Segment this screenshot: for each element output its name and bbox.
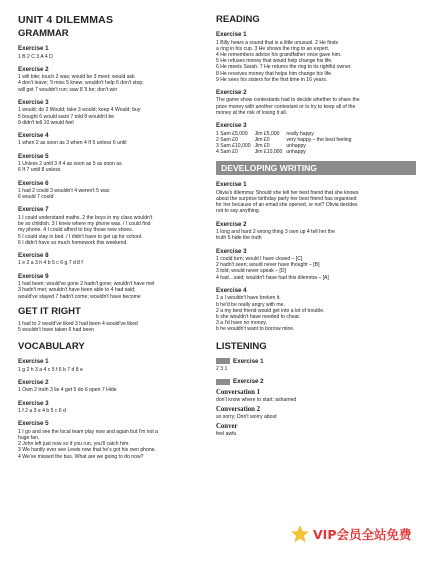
listening-exercise-1-answers [216, 366, 416, 372]
table-cell: Jim £5,000 [254, 130, 280, 137]
answer-line: will get 7 wouldn't run; saw 8 'll be; don't win [18, 86, 118, 93]
exercise-title: Exercise 2 [216, 220, 247, 228]
answer-line: not to say anything. [216, 208, 261, 215]
answer-line: 4 had…said; wouldn't have had this dilemma – [A] [216, 274, 329, 281]
table-row [216, 149, 355, 155]
answer-line: 1 e 2 a 3 h 4 b 5 c 6 g 7 d 8 f [18, 260, 83, 267]
exercise-title: Exercise 1 [216, 31, 247, 38]
answer-line: Olivia's dilemma: Should she tell her best friend that she knows [216, 189, 359, 196]
answer-line: prize money with another contestant or to try to keep all of the [216, 103, 356, 110]
exercise-title: Exercise 1 [216, 181, 247, 189]
answer-line: 1 when 2 as soon as 3 when 4 If 5 unless 6 until [18, 140, 127, 147]
answer-line: 6 I didn't have so much homework this weekend. [18, 239, 128, 246]
answer-line: 1 had been; would've gone 2 hadn't gone; wouldn't have met [18, 281, 155, 288]
get-it-right-answers [18, 321, 214, 333]
answer-line: 6 If 7 until 8 unless [18, 167, 61, 174]
answer-line: my phone. 4 I could afford to buy those new shoes. [18, 227, 134, 234]
exercise-title: Exercise 3 [216, 122, 247, 130]
listening-heading: LISTENING [216, 340, 267, 352]
left-column [18, 14, 214, 460]
answer-line: 2 3 1 [216, 366, 228, 373]
table-cell: unhappy [286, 142, 306, 149]
answer-line: money at the risk of losing it all. [216, 109, 288, 116]
reading-heading: READING [216, 14, 260, 25]
exercise-title: Exercise 2 [18, 378, 49, 386]
answer-line: a ring in his cup. 3 He shows the ring to an expert. [216, 45, 330, 52]
conversation-answer: don't know where to start; ashamed [216, 396, 297, 403]
exercise-title: Exercise 4 [216, 286, 247, 294]
answer-line: for her because of an email she opened, or not? Olivia decides [216, 202, 358, 209]
answer-line: 1 would; do 2 Would; take 3 would; keep 4 Would; buy [18, 107, 141, 114]
answer-line: 3 We hardly ever see Lewis now that he's got his own phone. [18, 447, 156, 454]
grammar-heading: GRAMMAR [18, 28, 69, 39]
exercise-title: Exercise 2 [18, 65, 49, 73]
answer-line: b he'd be really angry with me. [216, 301, 285, 308]
reading-exercise-3-table [216, 131, 355, 156]
answer-line: 1 I go and see the local team play now and again but I'm not a [18, 428, 159, 435]
table-cell: 3 Sam £10,000 [216, 142, 251, 149]
conversation-title: Conver [216, 423, 238, 431]
answer-line: 1 B 2 C 3 A 4 D [18, 53, 53, 60]
conversation-answer: so sorry; Don't worry about [216, 414, 277, 420]
answer-line: 1 could turn; would I have closed – [C] [216, 256, 303, 263]
exercise-title: Exercise 1 [18, 358, 49, 366]
vocabulary-exercises [18, 358, 214, 460]
answer-line: 6 He meets Sarah. 7 He returns the ring to its rightful owner. [216, 64, 352, 71]
audio-track-icon [216, 358, 230, 364]
vocabulary-heading: VOCABULARY [18, 341, 85, 353]
answer-line: 5 I could stay in bed. / I didn't have to get up for school. [18, 233, 143, 240]
answer-line: 2 John left just now so if you run, you'll catch him. [18, 441, 130, 448]
answer-line: 9 didn't tell 10 would feel [18, 119, 74, 126]
exercise-title: Exercise 7 [18, 206, 49, 214]
answer-line: 5 wouldn't have taken 6 had been [18, 326, 95, 333]
conversation-list [216, 389, 416, 438]
answer-line: 1 will bite; touch 2 was; would be 3 meet; would ask [18, 74, 135, 81]
conversation-answer: feel awfu [216, 431, 237, 438]
unit-title: UNIT 4 DILEMMAS [18, 14, 114, 26]
table-cell: unhappy [286, 149, 306, 156]
exercise-title: Exercise 3 [18, 399, 49, 407]
answer-line: The game show contestants had to decide whether to share the [216, 97, 360, 104]
exercise-title: Exercise 8 [18, 251, 49, 259]
exercise-title: Exercise 4 [18, 131, 49, 139]
conversation-title: Conversation 1 [216, 388, 260, 396]
answer-line: 9 He sees his sisters for the first time in 16 years. [216, 76, 328, 83]
exercise-title: Exercise 6 [18, 179, 49, 187]
answer-line: 1 long and hard 2 wrong thing 3 own up 4 tell her the [216, 229, 335, 236]
answer-line: 1 Own 2 truth 3 lie 4 get 5 do 6 open 7 Hide [18, 387, 117, 394]
table-cell: very happy – the best feeling [286, 136, 352, 143]
answer-line: 4 He remembers advice his grandfather once gave him. [216, 51, 342, 58]
answer-line: 1 had 2 could 3 wouldn't 4 weren't 5 was [18, 188, 110, 195]
answer-line: huge fan. [18, 434, 40, 441]
vip-watermark [290, 524, 412, 544]
answer-line: 4 don't leave; 'll miss 5 knew; wouldn't help 6 don't stop; [18, 80, 144, 87]
listening-exercise-1-title: Exercise 1 [216, 358, 416, 366]
table-cell: Jim £0 [254, 136, 270, 143]
table-cell: 2 Sam £0 [216, 136, 238, 143]
grammar-exercises [18, 45, 214, 300]
listening-exercise-2-title: Exercise 2 [216, 378, 416, 386]
table-cell: 1 Sam £5,000 [216, 130, 248, 137]
table-cell: Jim £0 [254, 142, 270, 149]
reading-exercise-2 [216, 89, 416, 116]
answer-line: 6 would 7 could [18, 194, 54, 201]
exercise-title: Exercise 2 [216, 88, 247, 96]
answer-line: 2 hadn't seen; would never have thought – [B] [216, 262, 320, 269]
get-it-right-heading: GET IT RIGHT [18, 305, 81, 317]
answer-line: b he wouldn't want to borrow mine. [216, 326, 295, 333]
answer-line: 1 had to 2 would've liked 3 had been 4 would've liked [18, 320, 138, 327]
answer-line: 5 bought 6 would want 7 told 8 wouldn't be [18, 113, 115, 120]
answer-line: be so childish. 3 I knew where my phone was. / I could find [18, 221, 151, 228]
answer-line: b she wouldn't have needed to cheat. [216, 313, 301, 320]
answer-line: 1 Unless 2 until 3 if 4 as soon as 5 as soon as [18, 161, 122, 168]
answer-line: 1 Billy hears a sound that is a little unusual. 2 He finds [216, 39, 339, 46]
answer-line: truth 5 hide the truth [216, 235, 262, 242]
audio-track-icon [216, 379, 230, 385]
exercise-title: Exercise 3 [216, 247, 247, 255]
answer-line: 2 a my best friend would get into a lot of trouble. [216, 307, 325, 314]
developing-writing-banner: DEVELOPING WRITING [216, 161, 416, 175]
answer-line: 1 g 2 h 3 a 4 c 5 f 6 b 7 d 8 e [18, 366, 83, 373]
exercise-title: Exercise 9 [18, 272, 49, 280]
conversation-title: Conversation 2 [216, 406, 260, 413]
answer-line: 4 We've missed the bus. What are we going to do now? [18, 453, 144, 460]
answer-line: 5 He refuses money that would help change his life. [216, 58, 333, 65]
answer-line: 3 hadn't met; wouldn't have been able to 4 had said; [18, 287, 136, 294]
exercise-title: Exercise 5 [18, 152, 49, 160]
writing-exercises [216, 181, 416, 332]
star-icon [290, 524, 310, 544]
table-cell: 4 Sam £0 [216, 149, 238, 156]
answer-line: would've stayed 7 hadn't come; wouldn't have become [18, 293, 141, 300]
exercise-title: Exercise 3 [18, 98, 49, 106]
answer-line: 1 I could understand maths. 2 the boys in my class wouldn't [18, 214, 153, 221]
answer-line: 1 f 2 a 3 e 4 b 5 c 6 d [18, 408, 66, 415]
table-cell: Jim £10,000 [254, 149, 283, 156]
exercise-title: Exercise 5 [18, 420, 49, 428]
answer-line: 3 told; would never speak – [D] [216, 268, 286, 275]
answer-line: 8 He receives money that helps him change his life. [216, 70, 333, 77]
right-column [216, 14, 416, 437]
reading-exercise-1 [216, 31, 416, 83]
answer-line: 1 a I wouldn't have broken it. [216, 295, 281, 302]
answer-line: about the surprise birthday party her best friend has organised [216, 196, 357, 203]
table-cell: really happy [286, 130, 314, 137]
answer-line: 3 a I'd have no money. [216, 320, 267, 327]
exercise-title: Exercise 1 [18, 45, 49, 52]
vip-text: VIP会员全站免费 [313, 527, 412, 542]
